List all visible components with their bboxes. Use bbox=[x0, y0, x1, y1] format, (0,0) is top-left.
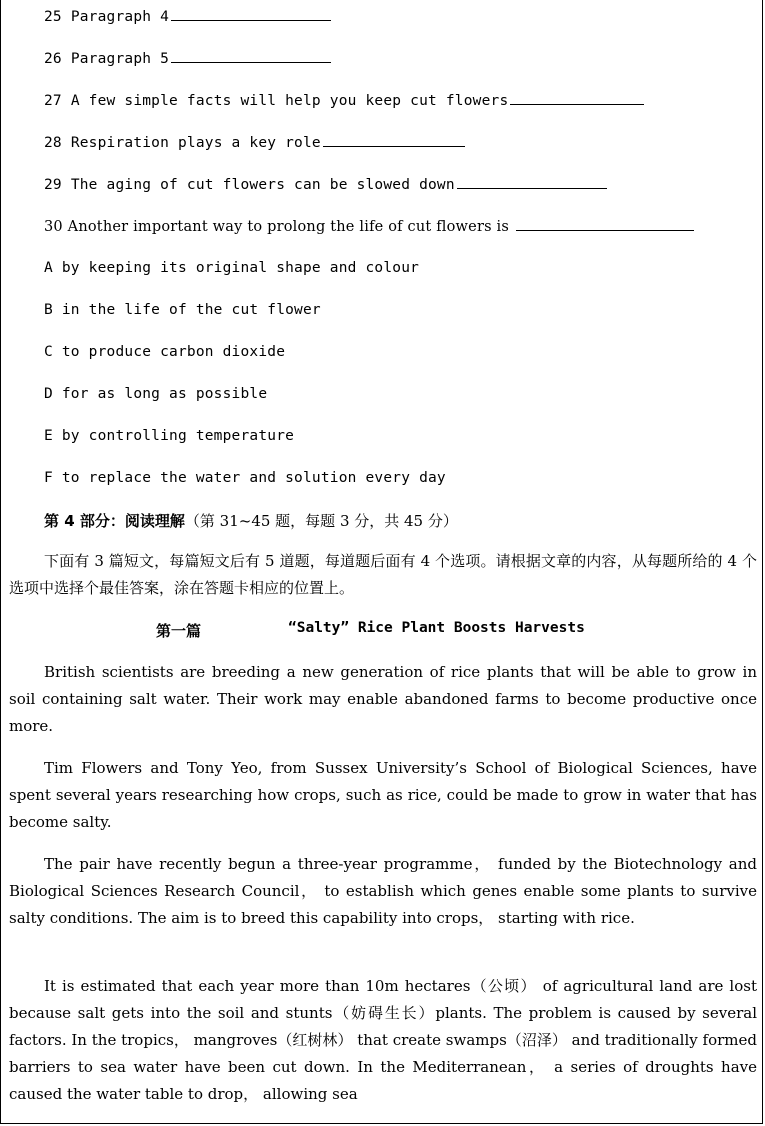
answer-blank bbox=[323, 134, 465, 147]
question-text: The aging of cut flowers can be slowed down bbox=[70, 177, 455, 193]
question-number: 29 bbox=[44, 177, 62, 193]
section-title: 第 4 部分：阅读理解 bbox=[44, 512, 185, 530]
passage-paragraph-2: Tim Flowers and Tony Yeo, from Sussex University’s School of Biological Sciences, have spent several years researching how crops, such as rice, could be made to grow in water that has become salty. bbox=[9, 759, 757, 831]
option-text: in the life of the cut flower bbox=[61, 302, 321, 318]
question-number: 28 bbox=[44, 135, 62, 151]
question-28 bbox=[44, 134, 465, 151]
question-27 bbox=[44, 92, 644, 109]
passage-paragraph-1: British scientists are breeding a new generation of rice plants that will be able to grow in soil containing salt water. Their work may enable abandoned farms to become productive once more. bbox=[9, 663, 757, 735]
option-letter: F bbox=[44, 470, 53, 486]
question-26 bbox=[44, 50, 331, 67]
section-instructions: 下面有 3 篇短文，每篇短文后有 5 道题，每道题后面有 4 个选项。请根据文章的内容，从每题所给的 4 个选项中选择个最佳答案，涂在答题卡相应的位置上。 bbox=[9, 552, 757, 597]
question-text: Another important way to prolong the life of cut flowers is bbox=[67, 219, 510, 235]
option-letter: B bbox=[44, 302, 53, 318]
option-b bbox=[44, 302, 321, 318]
question-text: Respiration plays a key role bbox=[70, 135, 321, 151]
passage-label: 第一篇 bbox=[156, 622, 202, 640]
question-25 bbox=[44, 8, 331, 25]
answer-blank bbox=[457, 176, 607, 189]
option-f bbox=[44, 470, 446, 486]
question-29 bbox=[44, 176, 607, 193]
option-text: for as long as possible bbox=[61, 386, 268, 402]
question-number: 30 bbox=[44, 219, 63, 235]
option-text: to replace the water and solution every day bbox=[61, 470, 446, 486]
option-letter: E bbox=[44, 428, 53, 444]
option-letter: A bbox=[44, 260, 53, 276]
question-30 bbox=[44, 218, 694, 235]
question-number: 25 bbox=[44, 9, 62, 25]
section-heading bbox=[44, 510, 458, 531]
option-d bbox=[44, 386, 267, 402]
answer-blank bbox=[510, 92, 644, 105]
question-text: Paragraph 4 bbox=[70, 9, 170, 25]
question-text: A few simple facts will help you keep cut flowers bbox=[70, 93, 509, 109]
option-letter: D bbox=[44, 386, 53, 402]
question-number: 27 bbox=[44, 93, 62, 109]
question-number: 26 bbox=[44, 51, 62, 67]
answer-blank bbox=[171, 8, 331, 21]
option-a bbox=[44, 260, 419, 276]
option-c bbox=[44, 344, 285, 360]
passage-title: “Salty” Rice Plant Boosts Harvests bbox=[288, 620, 585, 636]
option-letter: C bbox=[44, 344, 53, 360]
answer-blank bbox=[516, 218, 694, 231]
option-text: to produce carbon dioxide bbox=[61, 344, 286, 360]
passage-title-row bbox=[156, 620, 585, 641]
option-text: by controlling temperature bbox=[61, 428, 295, 444]
option-e bbox=[44, 428, 294, 444]
section-detail: （第 31~45 题，每题 3 分，共 45 分） bbox=[184, 512, 458, 530]
passage-paragraph-3: The pair have recently begun a three-year programme， funded by the Biotechnology and Biological Sciences Research Council， to establish which genes enable some plants to survive salty conditions. The aim is to breed this capability into crops， starting with rice. bbox=[9, 855, 757, 927]
question-text: Paragraph 5 bbox=[70, 51, 170, 67]
passage-paragraph-4: It is estimated that each year more than 10m hectares（公顷） of agricultural land are lost because salt gets into the soil and stunts（妨碍生长）plants. The problem is caused by several factors. In the tropics， mangroves（红树林） that create swamps（沼泽） and traditionally formed barriers to sea water have been cut down. In the Mediterranean， a series of droughts have caused the water table to drop， allowing sea bbox=[9, 977, 757, 1103]
option-text: by keeping its original shape and colour bbox=[61, 260, 420, 276]
answer-blank bbox=[171, 50, 331, 63]
